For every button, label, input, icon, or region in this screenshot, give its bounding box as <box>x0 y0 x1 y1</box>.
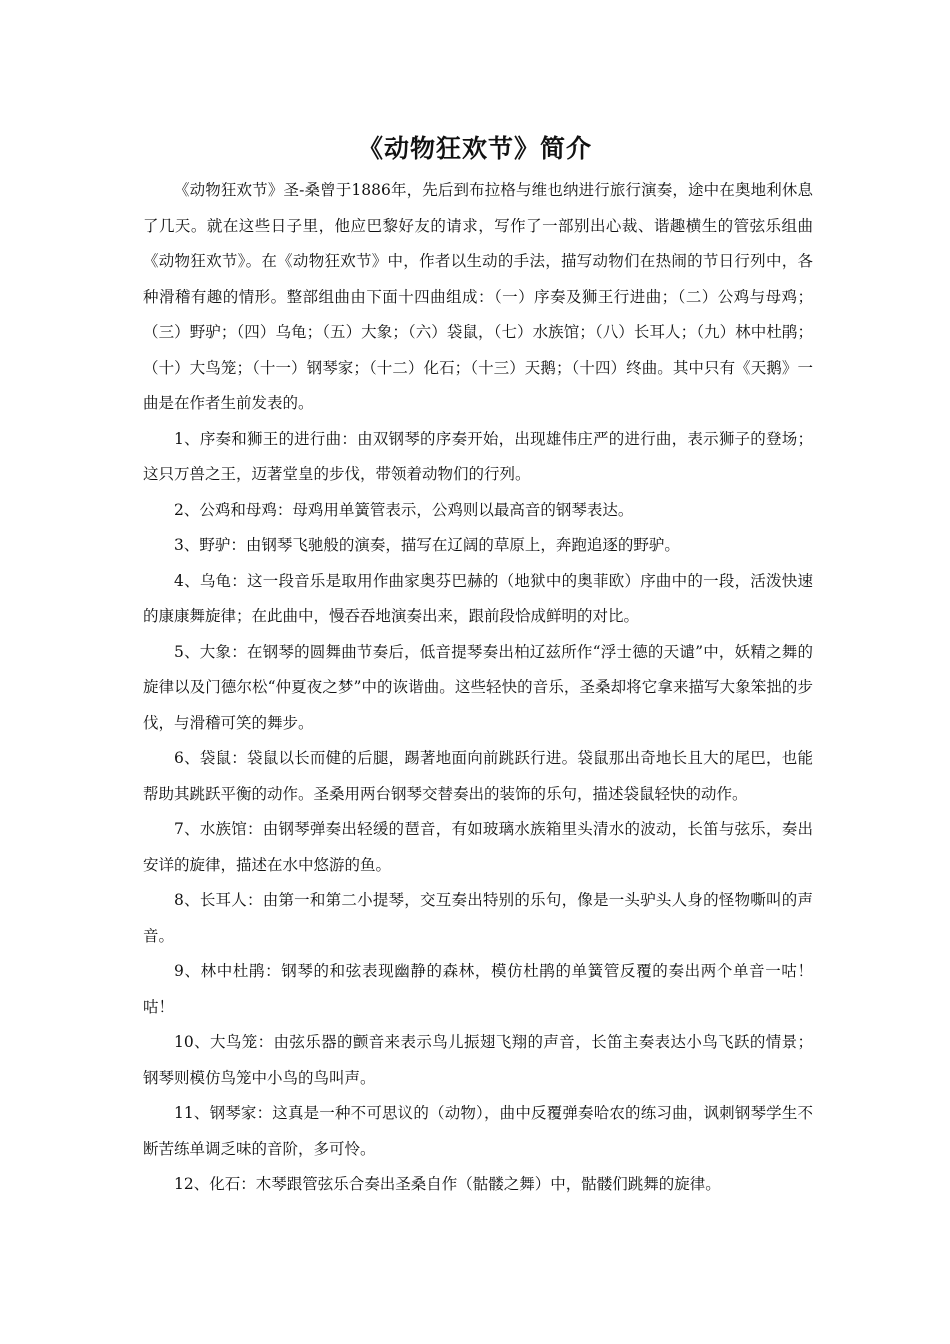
section-paragraph-9: 9、林中杜鹃：钢琴的和弦表现幽静的森林，模仿杜鹃的单簧管反覆的奏出两个单音一咕！咕！ <box>143 962 813 1016</box>
intro-paragraph: 《动物狂欢节》圣-桑曾于1886年，先后到布拉格与维也纳进行旅行演奏，途中在奥地利休息了几天。就在这些日子里，他应巴黎好友的请求，写作了一部别出心裁、谐趣横生的管弦乐组曲《动物狂欢节》。在《动物狂欢节》中，作者以生动的手法，描写动物们在热闹的节日行列中，各种滑稽有趣的情形。整部组曲由下面十四曲组成：（一）序奏及狮王行进曲；（二）公鸡与母鸡；（三）野驴；（四）乌龟；（五）大象；（六）袋鼠，（七）水族馆；（八）长耳人；（九）林中杜鹃；（十）大鸟笼；（十一）钢琴家；（十二）化石；（十三）天鹅；（十四）终曲。其中只有《天鹅》一曲是在作者生前发表的。 <box>143 181 813 412</box>
section-paragraph-8: 8、长耳人：由第一和第二小提琴，交互奏出特别的乐句，像是一头驴头人身的怪物嘶叫的声音。 <box>143 891 813 945</box>
section-paragraph-4: 4、乌龟：这一段音乐是取用作曲家奥芬巴赫的（地狱中的奥菲欧）序曲中的一段，活泼快速的康康舞旋律；在此曲中，慢吞吞地演奏出来，跟前段恰成鲜明的对比。 <box>143 571 813 625</box>
section-paragraph-2: 2、公鸡和母鸡：母鸡用单簧管表示，公鸡则以最高音的钢琴表达。 <box>174 500 634 519</box>
section-paragraph-5: 5、大象：在钢琴的圆舞曲节奏后，低音提琴奏出柏辽兹所作“浮士德的天谴”中，妖精之舞的旋律以及门德尔松“仲夏夜之梦”中的诙谐曲。这些轻快的音乐，圣桑却将它拿来描写大象笨拙的步伐，与滑稽可笑的舞步。 <box>143 642 813 732</box>
section-paragraph-6: 6、袋鼠：袋鼠以长而健的后腿，踢著地面向前跳跃行进。袋鼠那出奇地长且大的尾巴，也能帮助其跳跃平衡的动作。圣桑用两台钢琴交替奏出的装饰的乐句，描述袋鼠轻快的动作。 <box>143 749 813 803</box>
section-paragraph-1: 1、序奏和狮王的进行曲：由双钢琴的序奏开始，出现雄伟庄严的进行曲，表示狮子的登场；这只万兽之王，迈著堂皇的步伐，带领着动物们的行列。 <box>143 429 813 483</box>
section-paragraph-10: 10、大鸟笼：由弦乐器的颤音来表示鸟儿振翅飞翔的声音，长笛主奏表达小鸟飞跃的情景；钢琴则模仿鸟笼中小鸟的鸟叫声。 <box>143 1033 813 1087</box>
section-paragraph-11: 11、钢琴家：这真是一种不可思议的（动物），曲中反覆弹奏哈农的练习曲，讽刺钢琴学生不断苦练单调乏味的音阶，多可怜。 <box>143 1104 813 1158</box>
section-paragraph-7: 7、水族馆：由钢琴弹奏出轻缓的琶音，有如玻璃水族箱里头清水的波动，长笛与弦乐，奏出安详的旋律，描述在水中悠游的鱼。 <box>143 820 813 874</box>
section-paragraph-12: 12、化石：木琴跟管弦乐合奏出圣桑自作（骷髅之舞）中，骷髅们跳舞的旋律。 <box>174 1175 721 1193</box>
document-title: 《动物狂欢节》简介 <box>357 134 592 163</box>
section-paragraph-3: 3、野驴：由钢琴飞驰般的演奏，描写在辽阔的草原上，奔跑追逐的野驴。 <box>174 536 680 554</box>
document-body <box>143 173 813 1203</box>
